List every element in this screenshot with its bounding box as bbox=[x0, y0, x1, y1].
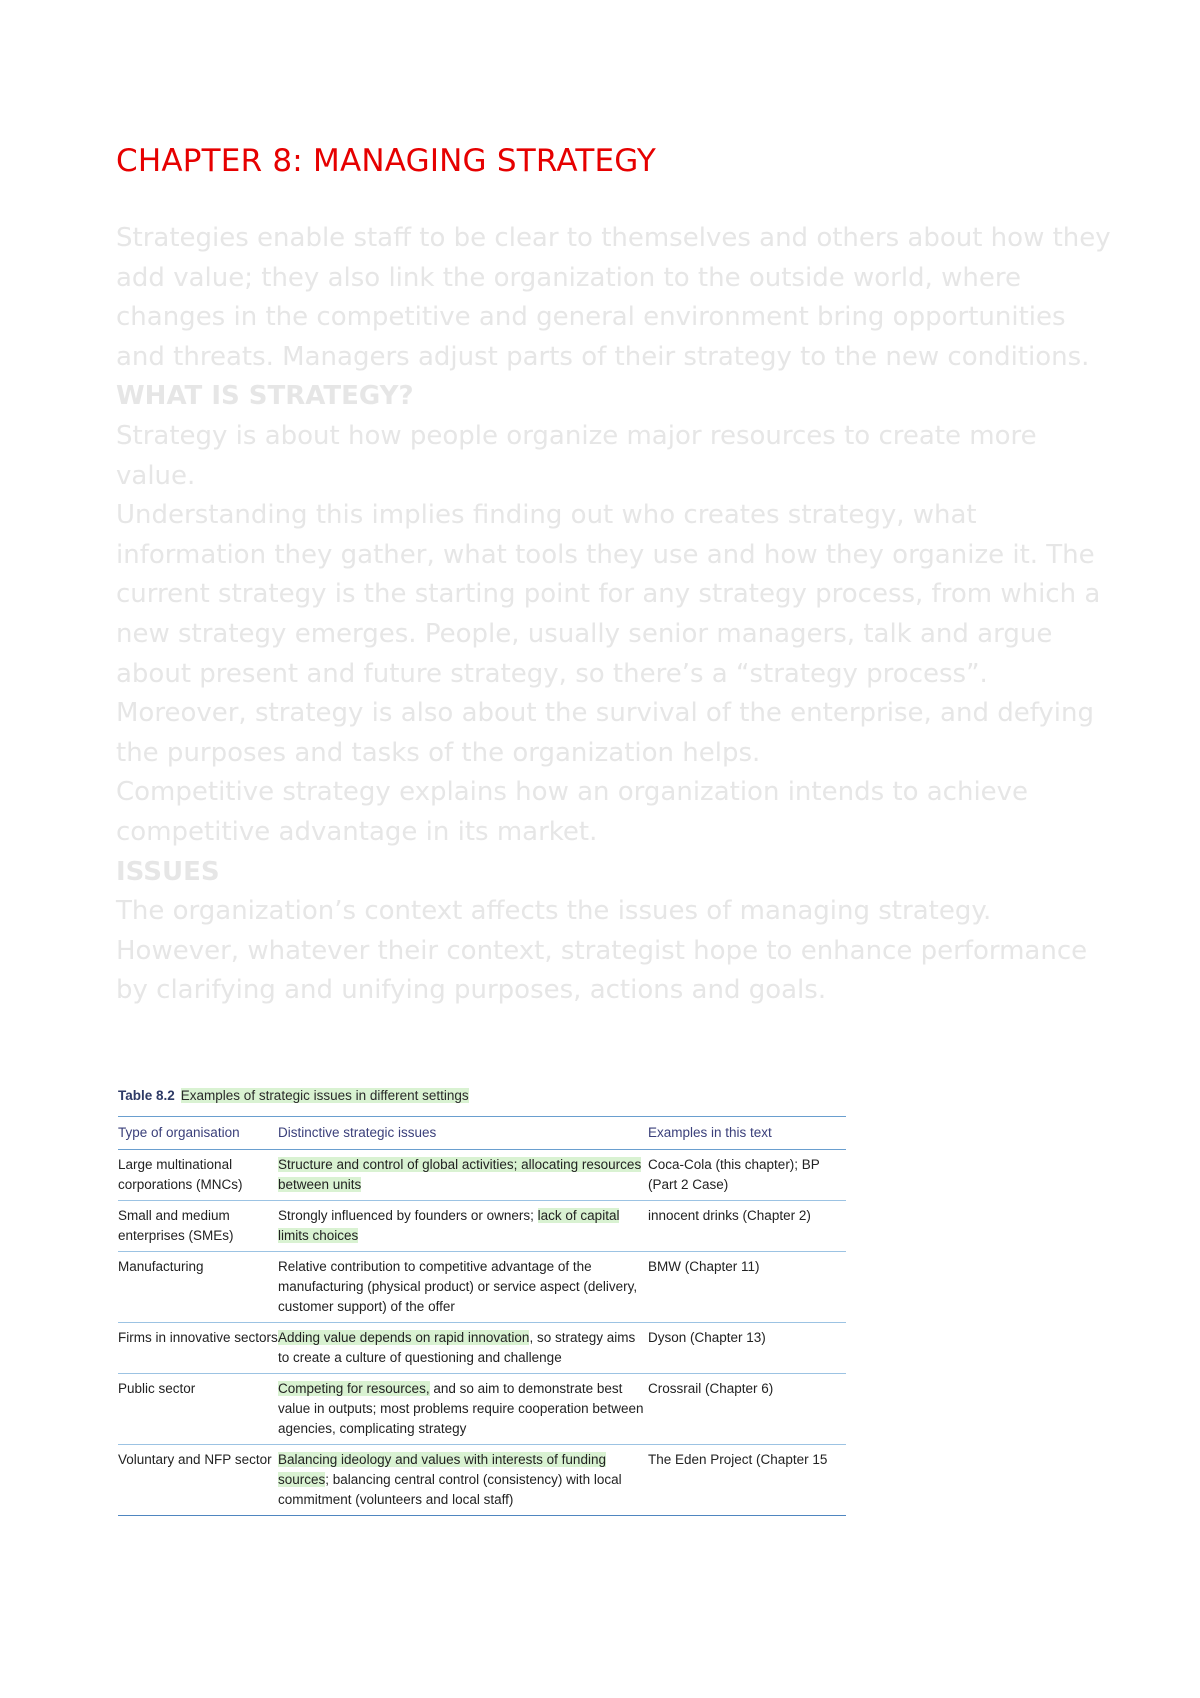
cell-issues-rest: ; balancing central control (consistency) with local commitment (volunteers and local staff) bbox=[278, 1472, 622, 1507]
highlighted-text: Structure and control of global activities; allocating resources between units bbox=[278, 1157, 642, 1192]
highlighted-text: Balancing ideology and values with interests of funding sources bbox=[278, 1452, 606, 1487]
cell-type: Voluntary and NFP sector bbox=[118, 1452, 272, 1467]
table-caption bbox=[118, 1086, 846, 1110]
table-row bbox=[118, 1251, 846, 1322]
cell-examples: Coca-Cola (this chapter); BP (Part 2 Case) bbox=[648, 1157, 820, 1192]
intro-paragraph: Strategies enable staff to be clear to themselves and others about how they add value; they also link the organization to the outside world, where changes in the competitive and general environment bring opportunities and threats. Managers adjust parts of their strategy to the new conditions. bbox=[116, 223, 1111, 372]
cell-type: Public sector bbox=[118, 1381, 196, 1396]
table-row bbox=[118, 1200, 846, 1251]
table-header-row bbox=[118, 1117, 846, 1149]
section-heading-what-is-strategy: WHAT IS STRATEGY? bbox=[116, 381, 414, 412]
cell-examples: The Eden Project (Chapter 15 bbox=[648, 1452, 828, 1467]
cell-type: Large multinational corporations (MNCs) bbox=[118, 1157, 243, 1192]
cell-examples: Crossrail (Chapter 6) bbox=[648, 1381, 774, 1396]
table-caption-text: Examples of strategic issues in different settings bbox=[180, 1088, 469, 1103]
understanding-paragraph: Understanding this implies finding out who creates strategy, what information they gather, what tools they use and how they organize it. The current strategy is the starting point for any strategy process, from which a new strategy emerges. People, usually senior managers, talk and argue about present and future strategy, so there’s a “strategy process”. Moreover, strategy is also about the survival of the enterprise, and defying the purposes and tasks of the organization helps. bbox=[116, 500, 1101, 768]
competitive-strategy-paragraph: Competitive strategy explains how an organization intends to achieve competitive advantage in its market. bbox=[116, 777, 1029, 847]
table-row bbox=[118, 1149, 846, 1200]
body-text bbox=[116, 219, 1116, 1011]
cell-issues bbox=[278, 1155, 648, 1195]
cell-type: Firms in innovative sectors bbox=[118, 1330, 278, 1345]
issues-paragraph: The organization’s context affects the issues of managing strategy. However, whatever their context, strategist hope to enhance performance by clarifying and unifying purposes, actions and goals. bbox=[116, 896, 1088, 1006]
cell-examples: Dyson (Chapter 13) bbox=[648, 1330, 766, 1345]
cell-examples: BMW (Chapter 11) bbox=[648, 1259, 760, 1274]
cell-issues-plain: Strongly influenced by founders or owners; bbox=[278, 1208, 538, 1223]
header-distinctive-strategic-issues: Distinctive strategic issues bbox=[278, 1125, 437, 1140]
strategic-issues-table-figure bbox=[118, 1086, 846, 1516]
table-row bbox=[118, 1322, 846, 1373]
section-heading-issues: ISSUES bbox=[116, 856, 220, 887]
cell-issues-rest: and so aim to demonstrate best value in outputs; most problems require cooperation between agencies, complicating strategy bbox=[278, 1381, 644, 1436]
cell-type: Manufacturing bbox=[118, 1259, 204, 1274]
cell-type: Small and medium enterprises (SMEs) bbox=[118, 1208, 234, 1243]
table-number: Table 8.2 bbox=[118, 1088, 175, 1103]
highlighted-text: lack of capital limits choices bbox=[278, 1208, 620, 1243]
cell-issues: Relative contribution to competitive advantage of the manufacturing (physical product) or service aspect (delivery, customer support) of the offer bbox=[278, 1259, 638, 1314]
cell-issues bbox=[278, 1450, 648, 1510]
table-row bbox=[118, 1373, 846, 1444]
table-row bbox=[118, 1444, 846, 1515]
cell-issues bbox=[278, 1379, 648, 1439]
strategy-definition-paragraph: Strategy is about how people organize major resources to create more value. bbox=[116, 420, 1037, 491]
strategic-issues-table bbox=[118, 1116, 846, 1516]
header-type-of-organisation: Type of organisation bbox=[118, 1125, 240, 1140]
header-examples-in-this-text: Examples in this text bbox=[648, 1125, 772, 1140]
cell-examples: innocent drinks (Chapter 2) bbox=[648, 1208, 811, 1223]
highlighted-text: Competing for resources, bbox=[278, 1381, 430, 1396]
chapter-title: CHAPTER 8: MANAGING STRATEGY bbox=[116, 143, 657, 179]
cell-issues bbox=[278, 1328, 648, 1368]
cell-issues-rest: , so strategy aims to create a culture of questioning and challenge bbox=[278, 1330, 636, 1365]
cell-issues bbox=[278, 1206, 648, 1246]
highlighted-text: Adding value depends on rapid innovation bbox=[278, 1330, 530, 1345]
